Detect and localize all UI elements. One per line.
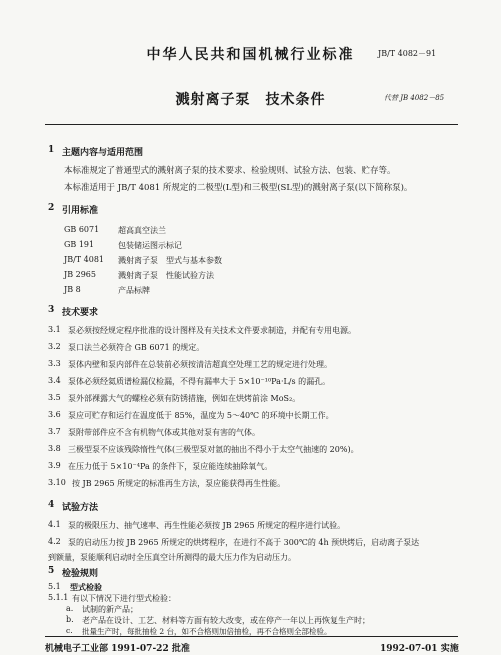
subsection-number: 5.1 <box>48 582 61 591</box>
clause-text: 泵的启动压力按 JB 2965 所规定的烘烤程序，在进行不高于 300℃的 4h 预烘烤后，启动离子泵达 <box>68 538 420 547</box>
clause-text: 泵附带部件应不含有机物气体或其他对泵有害的气体。 <box>68 428 260 437</box>
clause-number: 3.1 <box>48 325 61 334</box>
section-1-paragraph-1: 本标准规定了普通型式的溅射离子泵的技术要求、检验规则、试验方法、包装、贮存等。 <box>64 166 396 176</box>
list-item: 老产品在设计、工艺、材料等方面有较大改变，或在停产一年以上再恢复生产时； <box>82 616 370 625</box>
clause-number: 3.7 <box>48 427 61 436</box>
clause-text: 泵应可贮存和运行在温度低于 85%，温度为 5～40℃ 的环境中长期工作。 <box>68 411 334 420</box>
reference-code: GB 191 <box>64 240 95 249</box>
clause-text: 泵体内壁和泵内部件在总装前必须按清洁超真空处理工艺的规定进行处理。 <box>68 360 332 369</box>
reference-name: 包装储运图示标记 <box>118 241 182 250</box>
document-title: 溅射离子泵 技术条件 <box>175 92 326 108</box>
clause-number: 3.4 <box>48 376 61 385</box>
footer-divider <box>45 636 458 637</box>
clause-number: 3.3 <box>48 359 61 368</box>
clause-number: 3.9 <box>48 461 61 470</box>
reference-name: 超高真空法兰 <box>118 226 166 235</box>
subsection-title: 型式检验 <box>70 582 102 592</box>
section-5-title: 检验规则 <box>62 569 99 579</box>
reference-code: JB 8 <box>64 285 81 294</box>
reference-name: 溅射离子泵 性能试验方法 <box>118 271 214 280</box>
clause-number: 3.6 <box>48 410 61 419</box>
implementation-date: 1992-07-01 实施 <box>380 644 459 654</box>
section-2-title: 引用标准 <box>62 206 99 216</box>
section-2-number: 2 <box>48 203 55 213</box>
standard-number: JB/T 4082－91 <box>378 49 437 58</box>
section-1-paragraph-2: 本标准适用于 JB/T 4081 所规定的二极型(L型)和三极型(SL型)的溅射离子泵(以下简称泵)。 <box>64 183 413 193</box>
section-3-number: 3 <box>48 305 55 315</box>
list-item: 试制的新产品； <box>82 605 138 614</box>
clause-text: 泵体必须经氦质谱检漏仪检漏，不得有漏率大于 5×10⁻¹⁰Pa·L/s 的漏孔。 <box>68 377 331 386</box>
clause-text: 按 JB 2965 所规定的标准再生方法，泵应能获得再生性能。 <box>72 479 286 488</box>
section-4-title: 试验方法 <box>62 503 99 513</box>
clause-text-continuation: 到额量，泵能顺利启动时全压真空计所测得的最大压力作为启动压力。 <box>48 553 296 562</box>
clause-number: 4.1 <box>48 520 61 529</box>
clause-number: 3.10 <box>48 478 66 487</box>
header-divider <box>45 124 458 125</box>
section-3-title: 技术要求 <box>62 308 99 318</box>
clause-text: 在压力低于 5×10⁻⁴Pa 的条件下，泵应能连续抽除氧气。 <box>68 462 273 471</box>
list-item: 批量生产时，每批抽检 2 台，如不合格则加倍抽检，再不合格则全部检验。 <box>82 627 332 636</box>
reference-name: 产品标牌 <box>118 286 150 295</box>
replaces-standard: 代替 JB 4082－85 <box>384 94 445 102</box>
standard-header-title: 中华人民共和国机械行业标准 <box>146 47 355 63</box>
reference-name: 溅射离子泵 型式与基本参数 <box>118 256 222 265</box>
approval-info: 机械电子工业部 1991-07-22 批准 <box>45 644 190 654</box>
subsubsection-number: 5.1.1 <box>48 593 69 602</box>
reference-code: JB 2965 <box>64 270 96 279</box>
clause-text: 三极型泵不应该残除惰性气体(三极型泵对氩的抽出不得小于太空气抽速的 20%)。 <box>68 445 359 454</box>
section-5-number: 5 <box>48 566 55 576</box>
clause-number: 3.5 <box>48 393 61 402</box>
subsubsection-title: 有以下情况下进行型式检验： <box>72 594 176 603</box>
clause-text: 泵口法兰必须符合 GB 6071 的规定。 <box>68 343 205 352</box>
clause-number: 3.8 <box>48 444 61 453</box>
reference-code: JB/T 4081 <box>64 255 105 264</box>
clause-number: 4.2 <box>48 537 61 546</box>
clause-text: 泵的极限压力、抽气速率、再生性能必须按 JB 2965 所规定的程序进行试验。 <box>68 521 346 530</box>
section-4-number: 4 <box>48 500 55 510</box>
section-1-number: 1 <box>48 145 55 155</box>
list-marker: b. <box>66 615 74 624</box>
section-1-title: 主题内容与适用范围 <box>62 148 144 158</box>
list-marker: a. <box>66 604 74 613</box>
clause-text: 泵必须按经规定程序批准的设计图样及有关技术文件要求制造，并配有专用电源。 <box>68 326 356 335</box>
clause-text: 泵外部裸露大气的螺栓必须有防锈措施，例如在烘烤前涂 MoS₂。 <box>68 394 301 403</box>
reference-code: GB 6071 <box>64 225 100 234</box>
clause-number: 3.2 <box>48 342 61 351</box>
list-marker: c. <box>66 626 73 635</box>
